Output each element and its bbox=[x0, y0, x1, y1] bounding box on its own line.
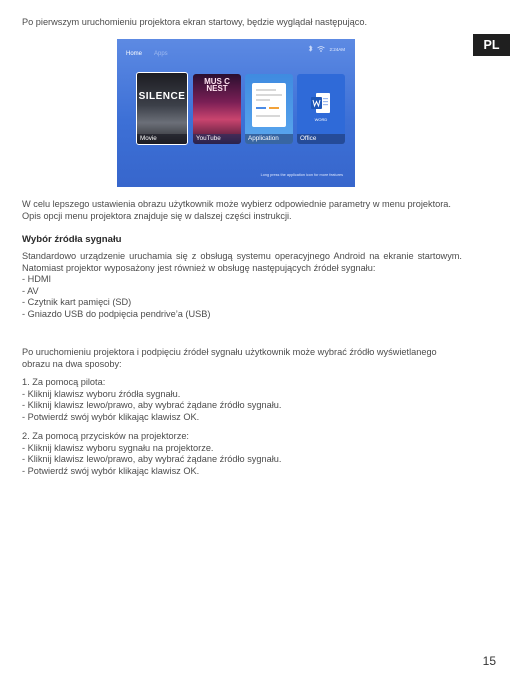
source-list-item: - Czytnik kart pamięci (SD) bbox=[22, 297, 132, 308]
home-screen-screenshot bbox=[117, 39, 355, 187]
tile-office[interactable] bbox=[297, 74, 345, 144]
bluetooth-icon bbox=[308, 45, 313, 53]
method-buttons-step: - Kliknij klawisz lewo/prawo, aby wybrać żądane źródło sygnału. bbox=[22, 454, 282, 465]
screen-tab-apps: Apps bbox=[154, 51, 168, 57]
tile-application-label: Application bbox=[245, 134, 293, 144]
page-number: 15 bbox=[482, 654, 496, 668]
source-list-item: - Gniazdo USB do podpięcia pendrive’a (USB) bbox=[22, 308, 211, 319]
wifi-icon bbox=[317, 46, 325, 53]
method-buttons bbox=[22, 431, 462, 477]
method-buttons-step: - Kliknij klawisz wyboru sygnału na projektorze. bbox=[22, 442, 214, 453]
intro-text: Po pierwszym uruchomieniu projektora ekran startowy, będzie wyglądał następująco. bbox=[22, 17, 368, 27]
tile-movie[interactable] bbox=[136, 72, 188, 145]
method-remote-step: - Kliknij klawisz lewo/prawo, aby wybrać żądane źródło sygnału. bbox=[22, 400, 282, 411]
method-remote-step: - Potwierdź swój wybór klikając klawisz OK. bbox=[22, 411, 200, 422]
method-buttons-step: - Potwierdź swój wybór klikając klawisz OK. bbox=[22, 465, 200, 476]
settings-paragraph: W celu lepszego ustawienia obrazu użytkownik może wybierz odpowiednie parametry w menu projektora. Opis opcji menu projektora znajduje się w dalszej części instrukcji. bbox=[22, 199, 451, 221]
source-intro-paragraph bbox=[22, 251, 462, 321]
movie-poster-title: SILENCE bbox=[138, 91, 186, 102]
method-buttons-title: 2. Za pomocą przycisków na projektorze: bbox=[22, 431, 189, 441]
choose-source-paragraph: Po uruchomieniu projektora i podpięciu źródeł sygnału użytkownik może wybrać źródło wyświetlanego obrazu na dwa sposoby: bbox=[22, 347, 437, 369]
tile-youtube[interactable] bbox=[193, 74, 241, 144]
application-preview-card bbox=[252, 83, 286, 127]
tile-youtube-label: YouTube bbox=[193, 134, 241, 144]
source-list-item: - AV bbox=[22, 285, 39, 296]
screen-status-bar bbox=[308, 45, 345, 53]
source-list-item: - HDMI bbox=[22, 274, 52, 285]
tile-movie-label: Movie bbox=[137, 134, 187, 144]
method-remote-title: 1. Za pomocą pilota: bbox=[22, 377, 106, 387]
source-intro-text: Standardowo urządzenie uruchamia się z obsługą systemu operacyjnego Android na ekranie startowym. Natomiast projektor wyposażony jest również w obsługę następujących źródeł sygnału: bbox=[22, 251, 462, 273]
screen-footer-hint: Long press the application icon for more features bbox=[260, 173, 343, 177]
section-heading: Wybór źródła sygnału bbox=[22, 234, 122, 245]
tile-application[interactable] bbox=[245, 74, 293, 144]
music-poster-title: MUS C NEST bbox=[204, 77, 230, 93]
word-icon-label: WORD bbox=[314, 117, 328, 122]
clock-text: 2:24AM bbox=[329, 46, 345, 52]
tile-office-label: Office bbox=[297, 134, 345, 144]
language-tab: PL bbox=[473, 34, 510, 56]
method-remote bbox=[22, 377, 462, 423]
method-remote-step: - Kliknij klawisz wyboru źródła sygnału. bbox=[22, 388, 181, 399]
word-document-icon bbox=[311, 92, 331, 114]
screen-tab-home: Home bbox=[126, 51, 143, 57]
